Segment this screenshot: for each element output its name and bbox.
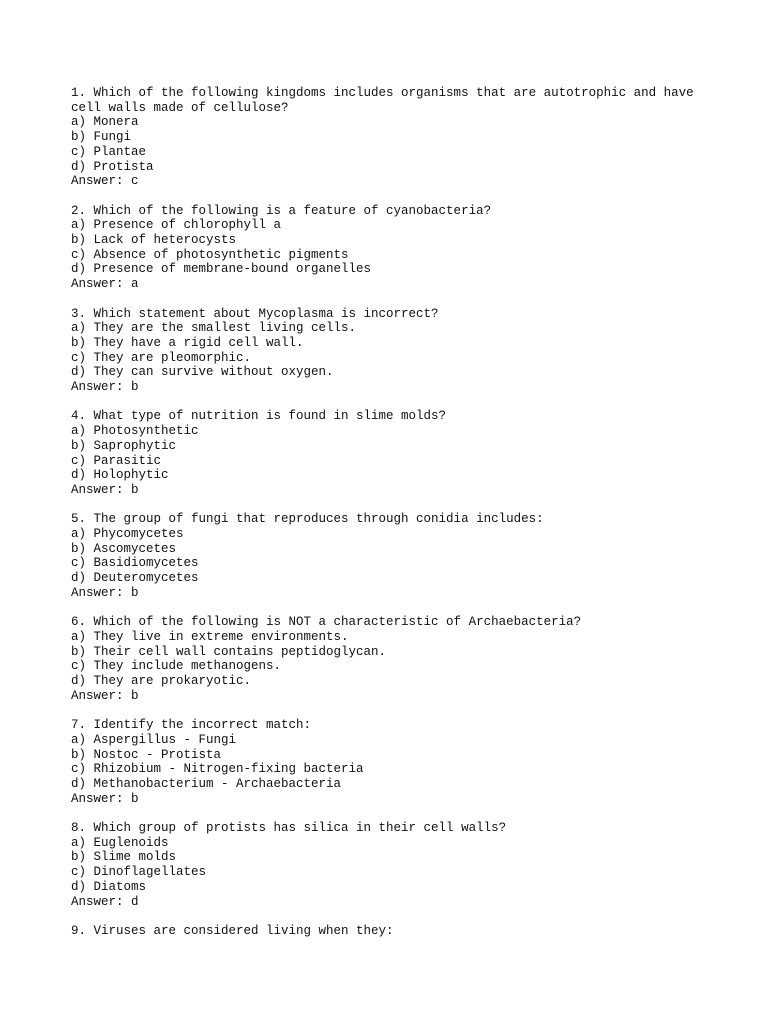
question-stem: 9. Viruses are considered living when they: [71, 923, 394, 938]
option-b: b) Ascomycetes [71, 541, 177, 556]
option-b: b) Fungi [71, 130, 132, 145]
option-d: d) They can survive without oxygen. [71, 365, 334, 380]
option-d: d) Protista [71, 159, 154, 174]
answer-line: Answer: b [71, 380, 139, 395]
question-5 [71, 512, 731, 600]
option-a: a) Presence of chlorophyll a [71, 218, 282, 233]
option-d: d) Holophytic [71, 468, 169, 483]
option-c: c) They include methanogens. [71, 659, 282, 674]
option-d: d) They are prokaryotic. [71, 674, 252, 689]
question-stem: 3. Which statement about Mycoplasma is incorrect? [71, 306, 439, 321]
answer-line: Answer: c [71, 174, 139, 189]
option-a: a) Photosynthetic [71, 424, 199, 439]
question-stem: 1. Which of the following kingdoms includes organisms that are autotrophic and have cell walls made of cellulose? [71, 86, 702, 115]
question-3 [71, 307, 731, 395]
option-b: b) Saprophytic [71, 438, 177, 453]
option-a: a) Phycomycetes [71, 527, 184, 542]
option-a: a) They are the smallest living cells. [71, 321, 357, 336]
option-d: d) Presence of membrane-bound organelles [71, 262, 372, 277]
option-a: a) Aspergillus - Fungi [71, 732, 237, 747]
option-c: c) Dinoflagellates [71, 865, 207, 880]
option-a: a) Euglenoids [71, 835, 169, 850]
answer-line: Answer: a [71, 277, 139, 292]
option-c: c) Absence of photosynthetic pigments [71, 247, 349, 262]
question-2 [71, 204, 731, 292]
document-page [71, 86, 731, 953]
answer-line: Answer: b [71, 688, 139, 703]
option-b: b) Nostoc - Protista [71, 747, 222, 762]
option-c: c) They are pleomorphic. [71, 350, 252, 365]
option-a: a) They live in extreme environments. [71, 629, 349, 644]
question-4 [71, 409, 731, 497]
question-stem: 8. Which group of protists has silica in their cell walls? [71, 821, 507, 836]
option-b: b) Lack of heterocysts [71, 233, 237, 248]
question-stem: 4. What type of nutrition is found in slime molds? [71, 409, 447, 424]
option-c: c) Rhizobium - Nitrogen-fixing bacteria [71, 762, 364, 777]
option-c: c) Basidiomycetes [71, 556, 199, 571]
question-stem: 6. Which of the following is NOT a characteristic of Archaebacteria? [71, 615, 582, 630]
question-stem: 2. Which of the following is a feature of cyanobacteria? [71, 203, 492, 218]
option-b: b) They have a rigid cell wall. [71, 335, 304, 350]
option-c: c) Plantae [71, 144, 147, 159]
option-d: d) Diatoms [71, 879, 147, 894]
option-d: d) Deuteromycetes [71, 571, 199, 586]
option-a: a) Monera [71, 115, 139, 130]
question-8 [71, 821, 731, 909]
option-b: b) Their cell wall contains peptidoglycan. [71, 644, 387, 659]
question-stem: 5. The group of fungi that reproduces through conidia includes: [71, 512, 544, 527]
answer-line: Answer: b [71, 585, 139, 600]
answer-line: Answer: d [71, 894, 139, 909]
answer-line: Answer: b [71, 791, 139, 806]
option-d: d) Methanobacterium - Archaebacteria [71, 776, 342, 791]
option-c: c) Parasitic [71, 453, 162, 468]
question-1 [71, 86, 731, 189]
question-6 [71, 615, 731, 703]
answer-line: Answer: b [71, 482, 139, 497]
option-b: b) Slime molds [71, 850, 177, 865]
question-9 [71, 924, 731, 939]
question-stem: 7. Identify the incorrect match: [71, 718, 312, 733]
question-7 [71, 718, 731, 806]
